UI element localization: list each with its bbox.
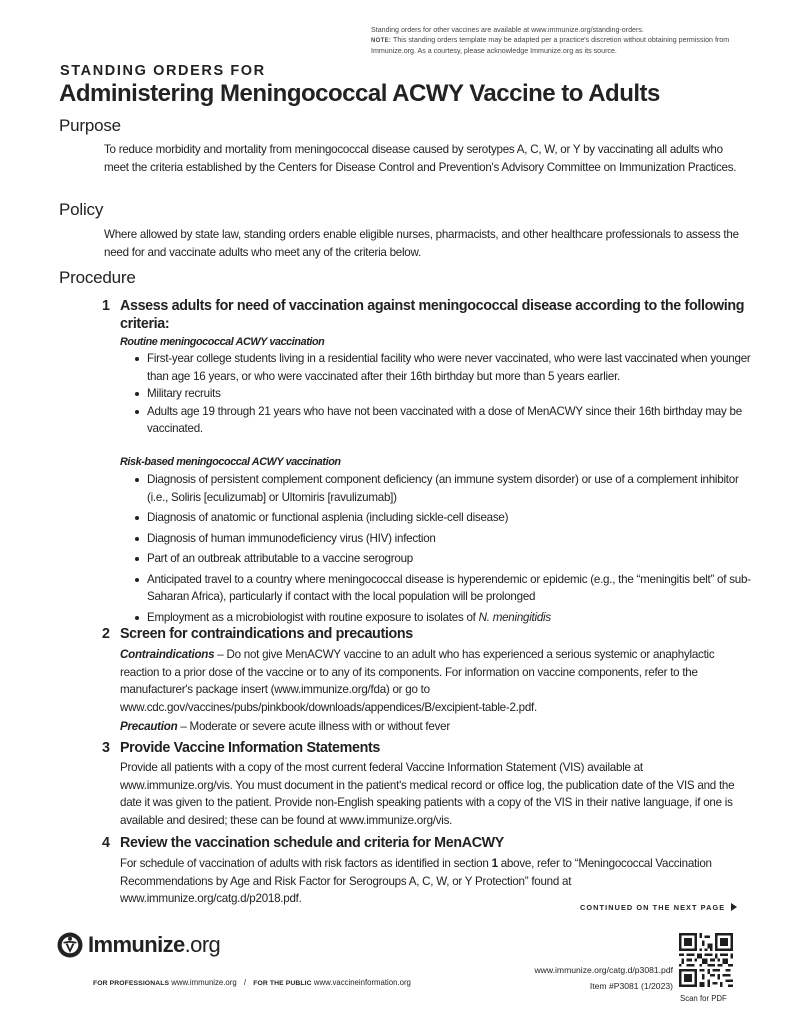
section-ref: 1 [491,857,498,870]
public-link[interactable]: www.vaccineinformation.org [313,978,411,987]
step-4-body [120,855,750,908]
document-kicker: STANDING ORDERS FOR [60,63,266,79]
document-info [534,962,673,994]
list-item: Diagnosis of persistent complement component deficiency (an immune system disorder) or use of a complement inhibitor (i.e., Soliris [eculizumab] or Ultomiris [ravulizumab]) [133,471,753,506]
step-number: 4 [102,835,110,851]
contraindications-paragraph [120,646,750,716]
risk-vaccination-label: Risk-based meningococcal ACWY vaccination [120,456,341,468]
step-number: 1 [102,298,110,314]
logo-wordmark: Immunize.org [88,932,221,957]
note-line-1: Standing orders for other vaccines are available at www.immunize.org/standing-orders. [371,26,644,34]
step-4-text: For schedule of vaccination of adults with risk factors as identified in section [120,857,492,870]
purpose-text: To reduce morbidity and mortality from meningococcal disease caused by serotypes A, C, W, or Y by vaccinating all adults who meet the criteria established by the Centers for Disease Control and Prevention's Advisory Committee on Immunization Practices. [104,143,737,174]
precaution-label: Precaution [120,720,178,733]
document-title: Administering Meningococcal ACWY Vaccine to Adults [59,80,660,107]
list-item: First-year college students living in a residential facility who were never vaccinated, who were last vaccinated when younger than age 16 years, or who were vaccinated after their 16th birthday but more than 5 years earlier. [133,350,753,385]
continued-next-page[interactable] [580,903,737,912]
list-item: Anticipated travel to a country where meningococcal disease is hyperendemic or epidemic (e.g., the “meningitis belt” of sub-Saharan Africa), particularly if contact with the local population will be prolonged [133,571,753,606]
step-title: Screen for contraindications and precautions [120,626,413,642]
purpose-heading: Purpose [59,116,121,135]
note-label: NOTE: [371,38,392,45]
routine-vaccination-label: Routine meningococcal ACWY vaccination [120,336,325,348]
contraindications-label: Contraindications [120,648,215,661]
list-item: Part of an outbreak attributable to a vaccine serogroup [133,550,753,568]
procedure-heading: Procedure [59,268,136,287]
step-number: 3 [102,740,110,756]
step-2-heading [102,626,752,644]
qr-code-icon[interactable] [679,933,733,987]
list-item [133,609,753,627]
step-title: Review the vaccination schedule and criteria for MenACWY [120,835,504,851]
step-3-heading [102,740,752,758]
step-2-body [120,646,750,736]
list-item: Diagnosis of human immunodeficiency virus (HIV) infection [133,530,753,548]
professionals-label: FOR PROFESSIONALS [93,980,170,987]
immunize-logo [57,932,220,958]
step-1-heading [102,298,752,333]
public-label: FOR THE PUBLIC [253,980,312,987]
step-number: 2 [102,626,110,642]
step-3-body: Provide all patients with a copy of the most current federal Vaccine Information Statement (VIS) available at www.immunize.org/vis. You must document in the patient's medical record or office log, the publication date of the VIS and the date it was given to the patient. Provide non-English speaking patients with a copy of the VIS in their native language, if one is available and desired; these can be found at www.immunize.org/vis. [120,761,735,827]
risk-criteria-list [133,471,753,629]
contraindications-text: – Do not give MenACWY vaccine to an adult who has experienced a serious systemic or anaphylactic reaction to a prior dose of the vaccine or to any of its components. For information on vaccine components, refer to the manufacturer's package insert (www.immunize.org/fda) or go to www.cdc.gov/vaccines/pubs/pinkbook/downloads/appendices/B/excipient-table-2.pdf. [120,648,715,714]
note-text: This standing orders template may be adapted per a practice's discretion without obtaining permission from Immunize.org. As a courtesy, please acknowledge Immunize.org as its source. [371,36,730,56]
separator: / [243,978,247,987]
pdf-link[interactable]: www.immunize.org/catg.d/p3081.pdf [534,965,673,975]
item-number: Item #P3081 (1/2023) [589,981,673,991]
qr-caption: Scan for PDF [680,994,727,1003]
list-item: Diagnosis of anatomic or functional asplenia (including sickle-cell disease) [133,509,753,527]
step-title: Assess adults for need of vaccination against meningococcal disease according to the following criteria: [120,298,745,332]
continued-label: CONTINUED ON THE NEXT PAGE [580,903,726,912]
precaution-text: – Moderate or severe acute illness with or without fever [177,720,450,733]
immunize-logo-icon [57,932,83,958]
policy-heading: Policy [59,200,104,219]
step-4-text-end: above, refer to “Meningococcal Vaccination Recommendations by Age and Risk Factor for Serogroups A, C, W, or Y Protection” found at www.immunize.org/catg.d/p2018.pdf. [120,857,712,905]
standing-orders-note [371,25,741,57]
footer-links [93,978,411,987]
list-item: Adults age 19 through 21 years who have not been vaccinated with a dose of MenACWY since their 16th birthday may be vaccinated. [133,403,753,438]
routine-criteria-list [133,350,753,438]
precaution-paragraph [120,718,750,736]
professionals-link[interactable]: www.immunize.org [171,978,237,987]
risk-item-text: Employment as a microbiologist with routine exposure to isolates of [147,610,479,624]
arrow-right-icon [731,903,737,911]
step-title: Provide Vaccine Information Statements [120,740,381,756]
policy-text: Where allowed by state law, standing orders enable eligible nurses, pharmacists, and other healthcare professionals to assess the need for and vaccinate adults who meet any of the criteria below. [104,228,739,259]
step-4-heading [102,835,752,853]
organism-name: N. meningitidis [478,610,551,624]
list-item: Military recruits [133,385,753,403]
